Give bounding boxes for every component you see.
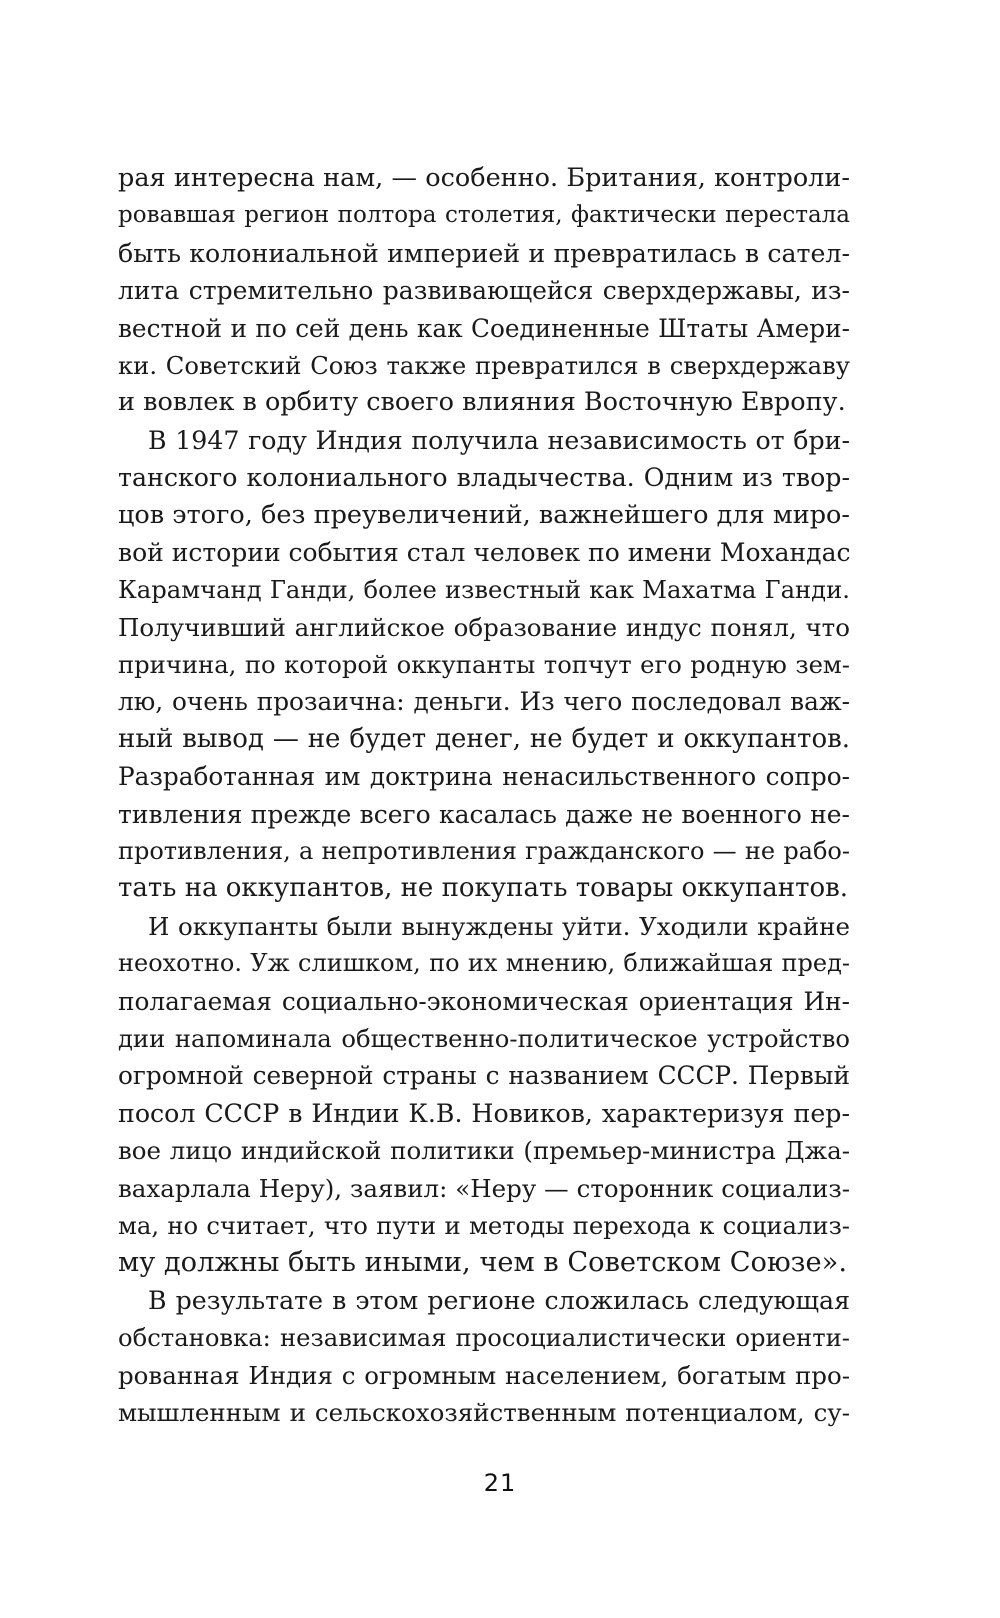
text-line: быть колониальной империей и превратилась в сател- xyxy=(118,238,850,268)
text-line: неохотно. Уж слишком, по их мнению, ближайшая пред- xyxy=(118,949,850,978)
text-line: дии напоминала общественно-политическое устройство xyxy=(118,1023,850,1053)
text-line: причина, по которой оккупанты топчут его родную зем- xyxy=(118,650,850,680)
text-line: И оккупанты были вынуждены уйти. Уходили крайне xyxy=(148,911,850,941)
body-text xyxy=(118,160,850,1431)
text-line: Получивший английское образование индус понял, что xyxy=(118,612,850,642)
paragraph-2 xyxy=(118,422,850,908)
text-line: огромной северной страны с названием СССР. Первый xyxy=(118,1061,850,1091)
text-line: танского колониального владычества. Одним из твор- xyxy=(118,463,850,493)
text-line: тать на оккупантов, не покупать товары оккупантов. xyxy=(118,873,849,904)
text-line: му должны быть иными, чем в Советском Союзе». xyxy=(118,1247,847,1279)
text-line: ма, но считает, что пути и методы перехода к социализ- xyxy=(118,1210,850,1240)
text-line: лита стремительно развивающейся сверхдержавы, из- xyxy=(118,276,850,306)
text-line: посол СССР в Индии К.В. Новиков, характеризуя пер- xyxy=(118,1098,850,1128)
page-number: 21 xyxy=(483,1469,517,1497)
text-line: обстановка: независимая просоциалистически ориенти- xyxy=(118,1323,850,1353)
text-line: рая интересна нам, — особенно. Британия, контроли- xyxy=(118,163,850,193)
text-line: В 1947 году Индия получила независимость от бри- xyxy=(148,425,850,455)
text-line: лю, очень прозаична: деньги. Из чего последовал важ- xyxy=(118,687,850,717)
paragraph-1 xyxy=(118,160,850,422)
text-line: вой истории события стал человек по имени Мохандас xyxy=(118,537,851,567)
text-line: полагаемая социально-экономическая ориентация Ин- xyxy=(118,986,850,1016)
text-line: и вовлек в орбиту своего влияния Восточную Европу. xyxy=(118,387,846,418)
text-line: Разработанная им доктрина ненасильственного сопро- xyxy=(118,762,850,792)
text-line: противления, а непротивления гражданского — не рабо- xyxy=(118,837,850,866)
text-line: вестной и по сей день как Соединенные Штаты Амери- xyxy=(118,313,850,343)
text-line: вахарлала Неру), заявил: «Неру — сторонник социализ- xyxy=(118,1173,850,1203)
text-line: тивления прежде всего касалась даже не военного не- xyxy=(118,799,850,829)
paragraph-3 xyxy=(118,908,850,1282)
text-line: рованная Индия с огромным населением, богатым про- xyxy=(118,1360,850,1390)
text-line: вое лицо индийской политики (премьер-министра Джа- xyxy=(118,1136,850,1166)
text-line: ки. Советский Союз также превратился в сверхдержаву xyxy=(118,350,850,380)
text-line: В результате в этом регионе сложилась следующая xyxy=(148,1285,850,1315)
text-line: цов этого, без преувеличений, важнейшего для миро- xyxy=(118,499,850,530)
paragraph-4 xyxy=(118,1282,850,1432)
text-line: мышленным и сельскохозяйственным потенциалом, су- xyxy=(118,1397,850,1427)
text-line: ный вывод — не будет денег, не будет и оккупантов. xyxy=(118,723,850,754)
text-line: ровавшая регион полтора столетия, фактически перестала xyxy=(118,202,850,229)
text-line: Карамчанд Ганди, более известный как Махатма Ганди. xyxy=(118,575,850,605)
